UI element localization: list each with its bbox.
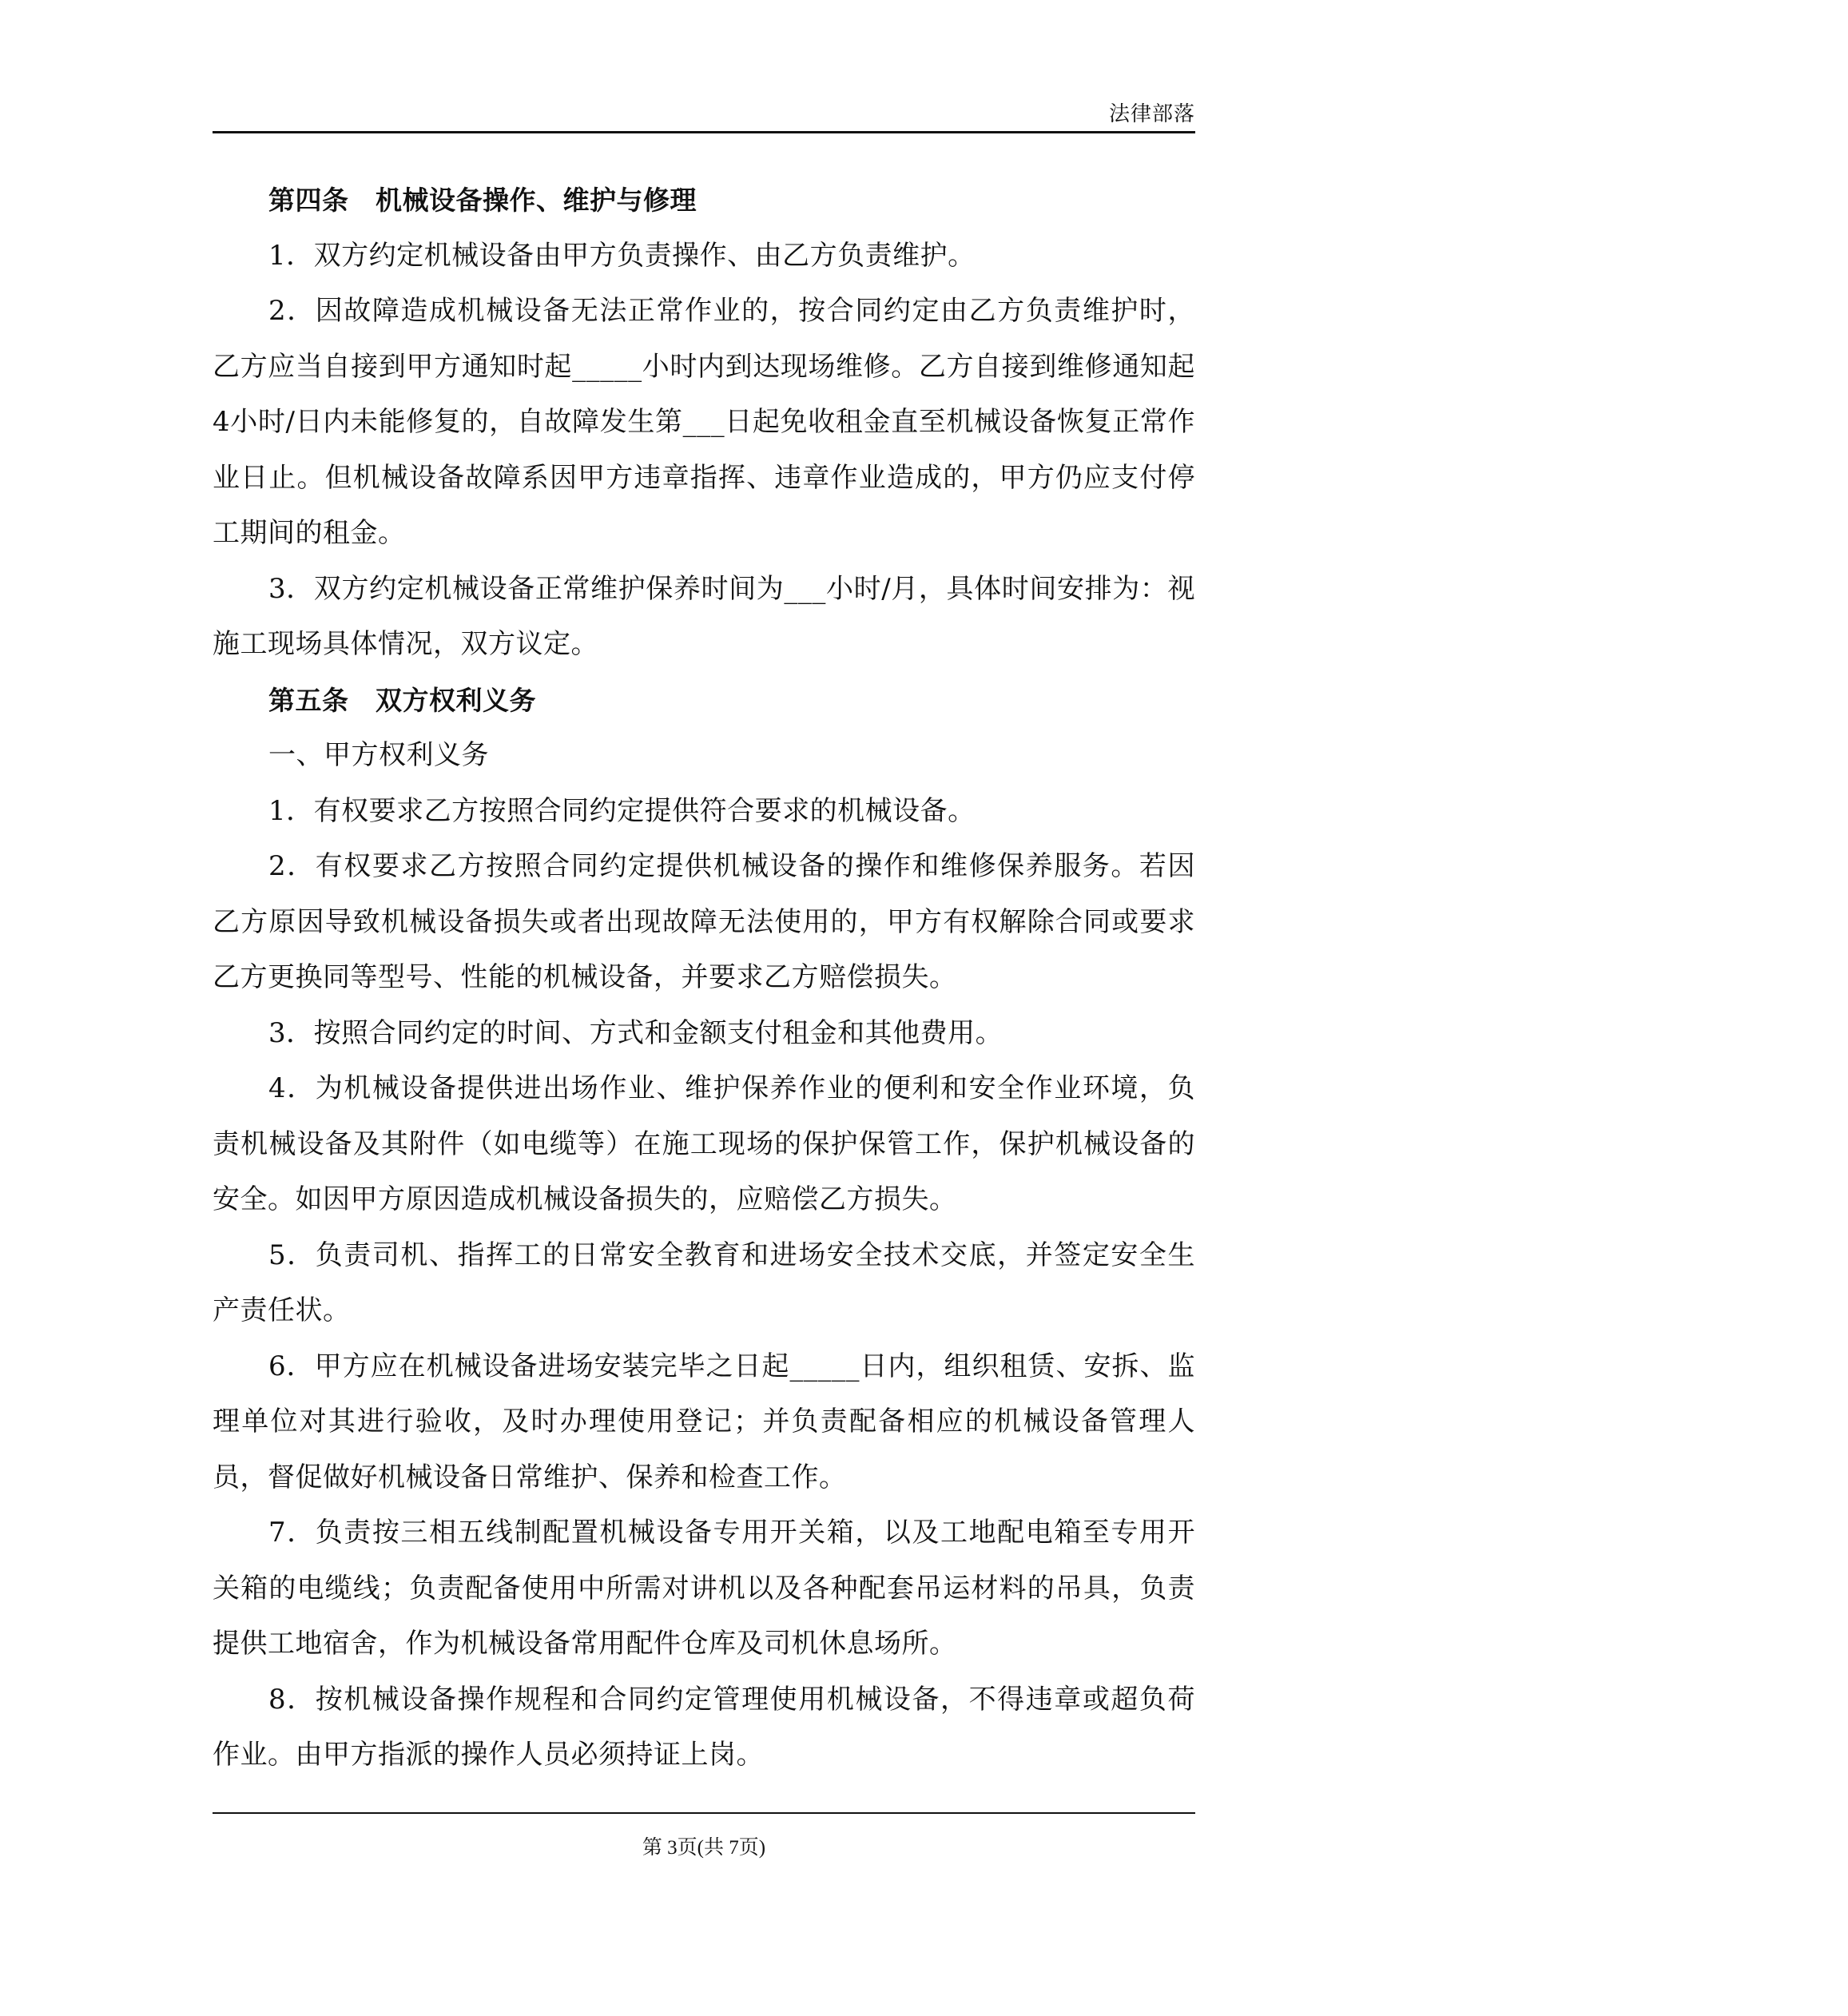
article-5-clause-7: 7．负责按三相五线制配置机械设备专用开关箱，以及工地配电箱至专用开关箱的电缆线；负责配备使用中所需对讲机以及各种配套吊运材料的吊具，负责提供工地宿舍，作为机械设备常用配件仓库及司机休息场所。 — [213, 1517, 1195, 1660]
article-5-clause-2: 2．有权要求乙方按照合同约定提供机械设备的操作和维修保养服务。若因乙方原因导致机械设备损失或者出现故障无法使用的，甲方有权解除合同或要求乙方更换同等型号、性能的机械设备，并要求乙方赔偿损失。 — [213, 850, 1195, 993]
footer-divider — [213, 1812, 1195, 1814]
article-4-clause-1: 1．双方约定机械设备由甲方负责操作、由乙方负责维护。 — [268, 239, 976, 272]
article-4-heading: 第四条 机械设备操作、维护与修理 — [268, 185, 697, 216]
page-number: 第 3页(共 7页) — [642, 1837, 766, 1859]
article-4-clause-2: 2．因故障造成机械设备无法正常作业的，按合同约定由乙方负责维护时，乙方应当自接到甲方通知时起_____小时内到达现场维修。乙方自接到维修通知起4小时/日内未能修复的，自故障发生第___日起免收租金直至机械设备恢复正常作业日止。但机械设备故障系因甲方违章指挥、违章作业造成的，甲方仍应支付停工期间的租金。 — [213, 295, 1195, 549]
article-5-clause-8: 8．按机械设备操作规程和合同约定管理使用机械设备，不得违章或超负荷作业。由甲方指派的操作人员必须持证上岗。 — [213, 1683, 1195, 1771]
article-5-subheading-party-a: 一、甲方权利义务 — [268, 739, 489, 771]
article-5-clause-6: 6．甲方应在机械设备进场安装完毕之日起_____日内，组织租赁、安拆、监理单位对其进行验收，及时办理使用登记；并负责配备相应的机械设备管理人员，督促做好机械设备日常维护、保养和检查工作。 — [213, 1350, 1195, 1493]
article-5-clause-1: 1．有权要求乙方按照合同约定提供符合要求的机械设备。 — [268, 794, 976, 827]
article-5-clause-3: 3．按照合同约定的时间、方式和金额支付租金和其他费用。 — [268, 1016, 1003, 1049]
page-header: 法律部落 — [1108, 102, 1195, 126]
article-5-heading: 第五条 双方权利义务 — [268, 684, 536, 716]
document-body — [213, 173, 1195, 1783]
article-4-clause-3: 3．双方约定机械设备正常维护保养时间为___小时/月，具体时间安排为：视施工现场具体情况，双方议定。 — [213, 572, 1195, 660]
document-page — [213, 0, 1195, 2016]
article-5-clause-5: 5．负责司机、指挥工的日常安全教育和进场安全技术交底，并签定安全生产责任状。 — [213, 1239, 1195, 1326]
header-divider — [213, 131, 1195, 133]
article-5-clause-4: 4．为机械设备提供进出场作业、维护保养作业的便利和安全作业环境，负责机械设备及其附件（如电缆等）在施工现场的保护保管工作，保护机械设备的安全。如因甲方原因造成机械设备损失的，应赔偿乙方损失。 — [213, 1072, 1195, 1215]
